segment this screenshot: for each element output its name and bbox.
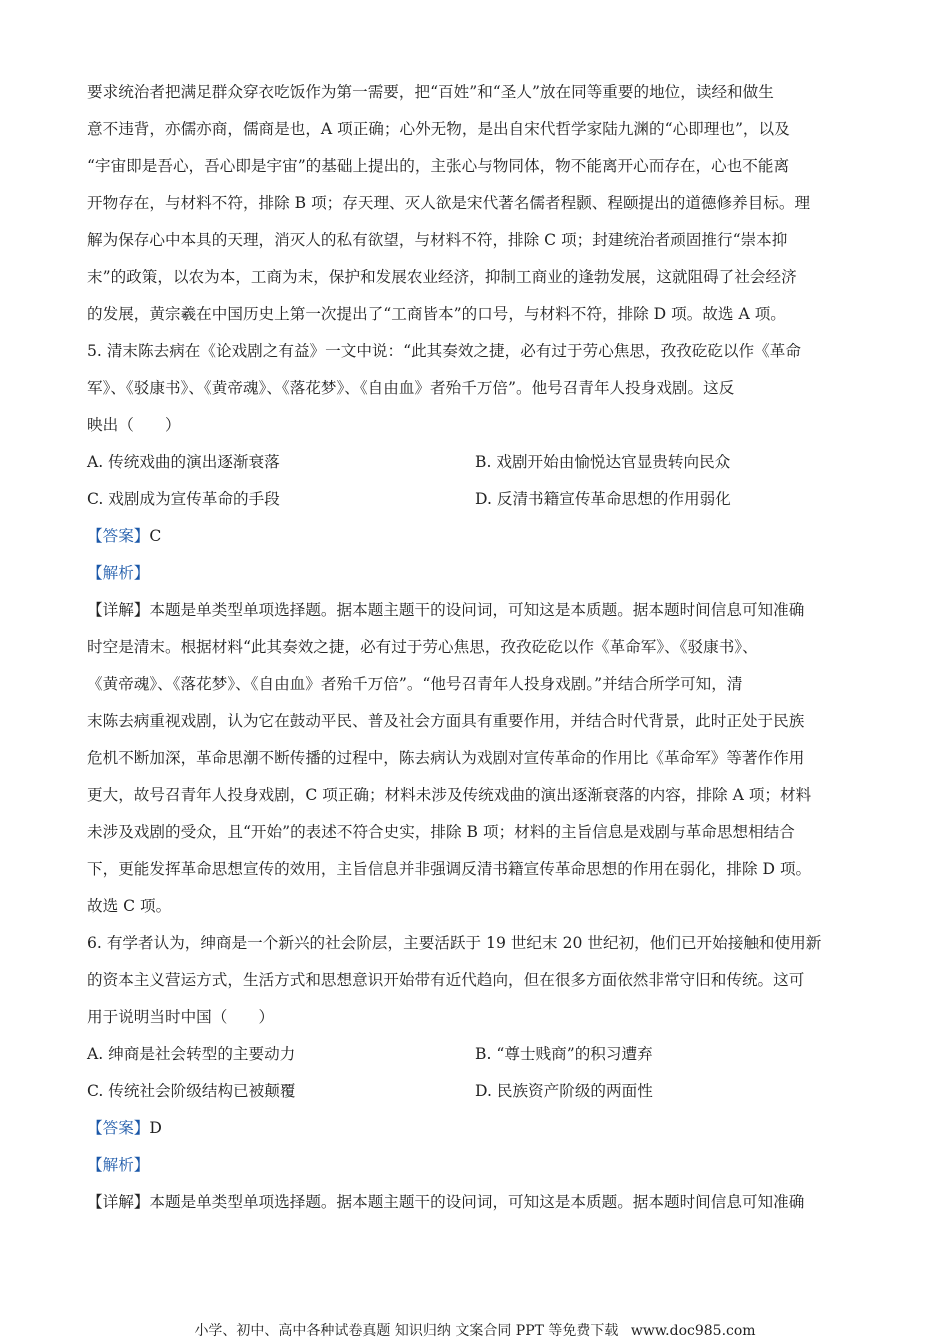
option-d: D. 民族资产阶级的两面性 <box>475 1082 653 1100</box>
text-line: 意不违背，亦儒亦商，儒商是也，A 项正确；心外无物，是出自宋代哲学家陆九渊的“心即理也”，以及 <box>87 120 790 138</box>
detail-line: 故选 C 项。 <box>87 897 172 915</box>
text-line: 解为保存心中本具的天理，消灭人的私有欲望，与材料不符，排除 C 项；封建统治者顽固推行“崇本抑 <box>87 231 788 249</box>
option-a: A. 绅商是社会转型的主要动力 <box>87 1045 296 1063</box>
text-line: 开物存在，与材料不符，排除 B 项；存天理、灭人欲是宋代著名儒者程颢、程颐提出的道德修养目标。理 <box>87 194 811 212</box>
text-line: 的发展，黄宗羲在中国历史上第一次提出了“工商皆本”的口号，与材料不符，排除 D 项。故选 A 项。 <box>87 305 786 323</box>
question-stem-line: 5. 清末陈去病在《论戏剧之有益》一文中说：“此其奏效之捷，必有过于劳心焦思，孜孜矻矻以作《革命 <box>87 342 801 360</box>
analysis-line <box>87 1147 863 1184</box>
question-stem-line: 用于说明当时中国（ ） <box>87 1008 275 1026</box>
option-b: B. 戏剧开始由愉悦达官显贵转向民众 <box>475 453 731 471</box>
options-row <box>87 444 863 481</box>
answer-line <box>87 1110 863 1147</box>
option-d: D. 反清书籍宣传革命思想的作用弱化 <box>475 490 731 508</box>
options-row <box>87 1073 863 1110</box>
detail-line <box>87 1184 863 1221</box>
question-stem-line: 6. 有学者认为，绅商是一个新兴的社会阶层，主要活跃于 19 世纪末 20 世纪初，他们已开始接触和使用新 <box>87 934 822 952</box>
detail-line: 末陈去病重视戏剧，认为它在鼓动平民、普及社会方面具有重要作用，并结合时代背景，此时正处于民族 <box>87 712 805 730</box>
question-stem-line: 的资本主义营运方式，生活方式和思想意识开始带有近代趋向，但在很多方面依然非常守旧和传统。这可 <box>87 971 805 989</box>
detail-tag: 【详解】 <box>87 1193 150 1211</box>
option-c: C. 戏剧成为宣传革命的手段 <box>87 490 280 508</box>
option-b: B. “尊士贱商”的积习遭弃 <box>475 1045 653 1063</box>
analysis-tag: 【解析】 <box>87 564 150 582</box>
answer-tag: 【答案】 <box>87 1119 150 1137</box>
footer-text: 小学、初中、高中各种试卷真题 知识归纳 文案合同 PPT 等免费下载 <box>194 1323 619 1339</box>
footer-link[interactable]: www.doc985.com <box>630 1323 756 1339</box>
text-line: 要求统治者把满足群众穿衣吃饭作为第一需要，把“百姓”和“圣人”放在同等重要的地位，读经和做生 <box>87 83 774 101</box>
detail-line: 危机不断加深，革命思潮不断传播的过程中，陈去病认为戏剧对宣传革命的作用比《革命军》等著作作用 <box>87 749 805 767</box>
option-c: C. 传统社会阶级结构已被颠覆 <box>87 1082 296 1100</box>
detail-line <box>87 592 863 629</box>
option-a: A. 传统戏曲的演出逐渐衰落 <box>87 453 280 471</box>
detail-line: 更大，故号召青年人投身戏剧，C 项正确；材料未涉及传统戏曲的演出逐渐衰落的内容，排除 A 项；材料 <box>87 786 812 804</box>
detail-line: 下，更能发挥革命思想宣传的效用，主旨信息并非强调反清书籍宣传革命思想的作用在弱化，排除 D 项。 <box>87 860 812 878</box>
options-row <box>87 481 863 518</box>
question-5 <box>87 333 863 925</box>
question-stem-line: 映出（ ） <box>87 416 181 434</box>
question-6 <box>87 925 863 1221</box>
question-stem-line: 军》、《驳康书》、《黄帝魂》、《落花梦》、《自由血》者殆千万倍”。他号召青年人投身戏剧。这反 <box>87 379 735 397</box>
analysis-tag: 【解析】 <box>87 1156 150 1174</box>
options-row <box>87 1036 863 1073</box>
detail-line: 未涉及戏剧的受众，且“开始”的表述不符合史实，排除 B 项；材料的主旨信息是戏剧与革命思想相结合 <box>87 823 795 841</box>
answer-line <box>87 518 863 555</box>
detail-line: 《黄帝魂》、《落花梦》、《自由血》者殆千万倍”。“他号召青年人投身戏剧。”并结合所学可知，清 <box>87 675 743 693</box>
detail-text: 本题是单类型单项选择题。据本题主题干的设问词，可知这是本质题。据本题时间信息可知准确 <box>149 1193 805 1211</box>
answer-value: C <box>149 527 162 545</box>
page-content <box>87 74 863 1221</box>
answer-tag: 【答案】 <box>87 527 150 545</box>
detail-text: 本题是单类型单项选择题。据本题主题干的设问词，可知这是本质题。据本题时间信息可知准确 <box>149 601 805 619</box>
page-footer <box>0 1320 950 1340</box>
detail-line: 时空是清末。根据材料“此其奏效之捷，必有过于劳心焦思，孜孜矻矻以作《革命军》、《驳康书》、 <box>87 638 758 656</box>
text-line: “宇宙即是吾心，吾心即是宇宙”的基础上提出的，主张心与物同体，物不能离开心而存在，心也不能离 <box>87 157 790 175</box>
detail-tag: 【详解】 <box>87 601 150 619</box>
answer-value: D <box>149 1119 162 1137</box>
analysis-line <box>87 555 863 592</box>
text-line: 末”的政策，以农为本，工商为末，保护和发展农业经济，抑制工商业的逢勃发展，这就阻碍了社会经济 <box>87 268 797 286</box>
